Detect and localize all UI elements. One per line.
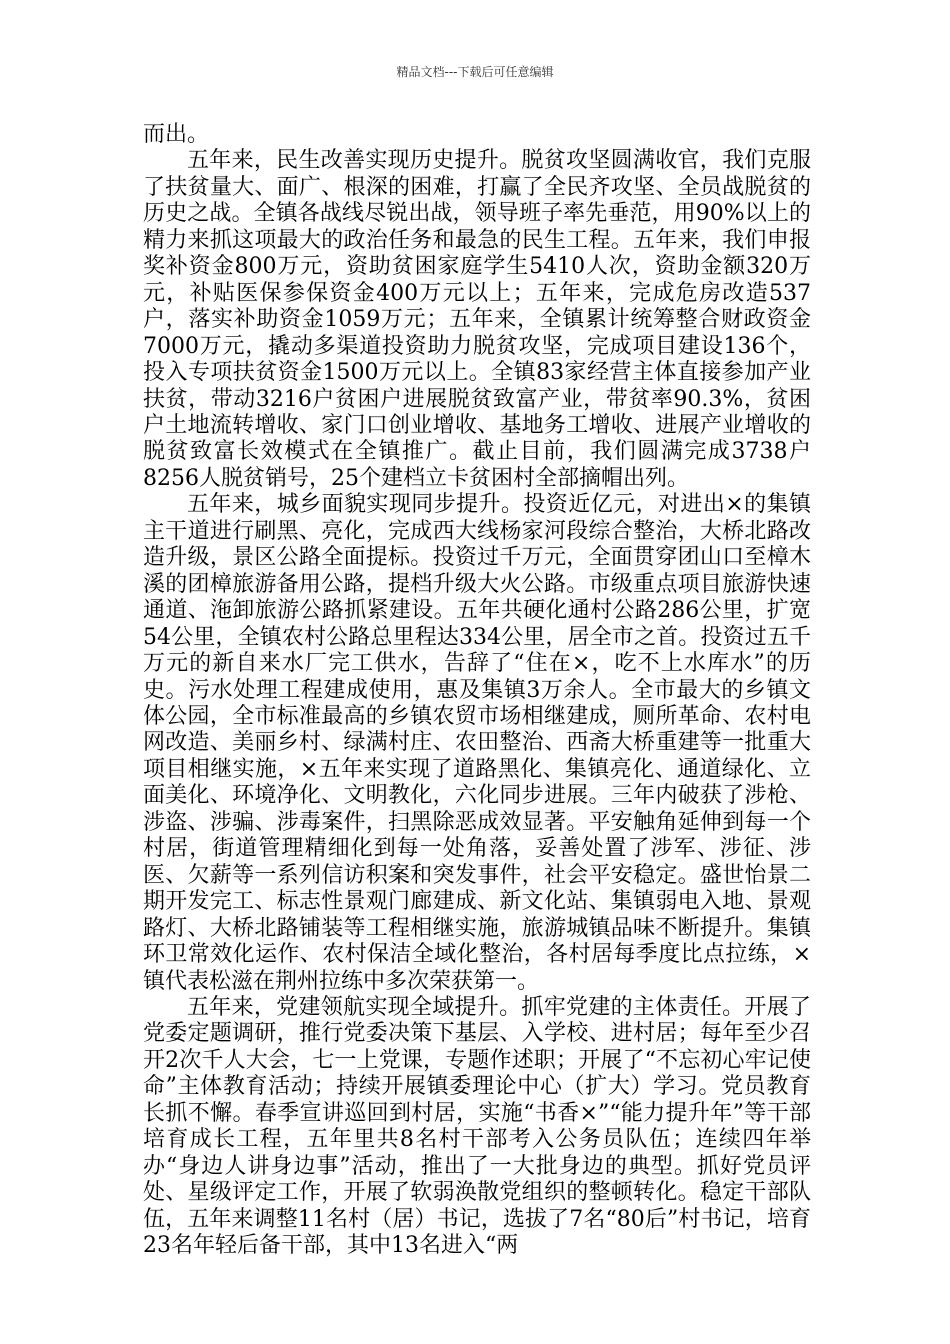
- paragraph-livelihood: 五年来，民生改善实现历史提升。脱贫攻坚圆满收官，我们克服了扶贫量大、面广、根深的困难，打赢了全民齐攻坚、全员战脱贫的历史之战。全镇各战线尽锐出战，领导班子率先垂范，用90%以上的精力来抓这项最大的政治任务和最急的民生工程。五年来，我们申报奖补资金800万元，资助贫困家庭学生5410人次，资助金额320万元，补贴医保参保资金400万元以上；五年来，完成危房改造537户，落实补助资金1059万元；五年来，全镇累计统筹整合财政资金7000万元，撬动多渠道投资助力脱贫攻坚，完成项目建设136个，投入专项扶贫资金1500万元以上。全镇83家经营主体直接参加产业扶贫，带动3216户贫困户进展脱贫致富产业，带贫率90.3%，贫困户土地流转增收、家门口创业增收、基地务工增收、进展产业增收的脱贫致富长效模式在全镇推广。截止目前，我们圆满完成3738户8256人脱贫销号，25个建档立卡贫困村全部摘帽出列。: [143, 148, 811, 491]
- paragraph-continuation: 而出。: [143, 122, 210, 147]
- document-body: [143, 122, 811, 1259]
- paragraph-urban-rural: 五年来，城乡面貌实现同步提升。投资近亿元，对进出×的集镇主干道进行刷黑、亮化，完成西大线杨家河段综合整治，大桥北路改造升级，景区公路全面提标。投资过千万元，全面贯穿团山口至樟木溪的团樟旅游备用公路，提档升级大火公路。市级重点项目旅游快速通道、沲卸旅游公路抓紧建设。五年共硬化通村公路286公里，扩宽54公里，全镇农村公路总里程达334公里，居全市之首。投资过五千万元的新自来水厂完工供水，告辞了“住在×，吃不上水库水”的历史。污水处理工程建成使用，惠及集镇3万余人。全市最大的乡镇文体公园，全市标准最高的乡镇农贸市场相继建成，厕所革命、农村电网改造、美丽乡村、绿满村庄、农田整治、西斋大桥重建等一批重大项目相继实施，×五年来实现了道路黑化、集镇亮化、通道绿化、立面美化、环境净化、文明教化，六化同步进展。三年内破获了涉枪、涉盗、涉骗、涉毒案件，扫黑除恶成效显著。平安触角延伸到每一个村居，街道管理精细化到每一处角落，妥善处置了涉军、涉征、涉医、欠薪等一系列信访积案和突发事件，社会平安稳定。盛世怡景二期开发完工、标志性景观门廊建成、新文化站、集镇弱电入地、景观路灯、大桥北路铺装等工程相继实施，旅游城镇品味不断提升。集镇环卫常效化运作、农村保洁全域化整治，各村居每季度比点拉练，×镇代表松滋在荆州拉练中多次荣获第一。: [143, 492, 811, 994]
- paragraph-party-building: 五年来，党建领航实现全域提升。抓牢党建的主体责任。开展了党委定题调研，推行党委决策下基层、入学校、进村居；每年至少召开2次千人大会，七一上党课，专题作述职；开展了“不忘初心牢记使命”主体教育活动；持续开展镇委理论中心（扩大）学习。党员教育长抓不懈。春季宣讲巡回到村居，实施“书香×”“能力提升年”等干部培育成长工程，五年里共8名村干部考入公务员队伍；连续四年举办“身边人讲身边事”活动，推出了一大批身边的典型。抓好党员评处、星级评定工作，开展了软弱涣散党组织的整顿转化。稳定干部队伍，五年来调整11名村（居）书记，选拔了7名“80后”村书记，培育23名年轻后备干部，其中13名进入“两: [143, 994, 811, 1259]
- page-header: 精品文档---下载后可任意编辑: [396, 65, 554, 79]
